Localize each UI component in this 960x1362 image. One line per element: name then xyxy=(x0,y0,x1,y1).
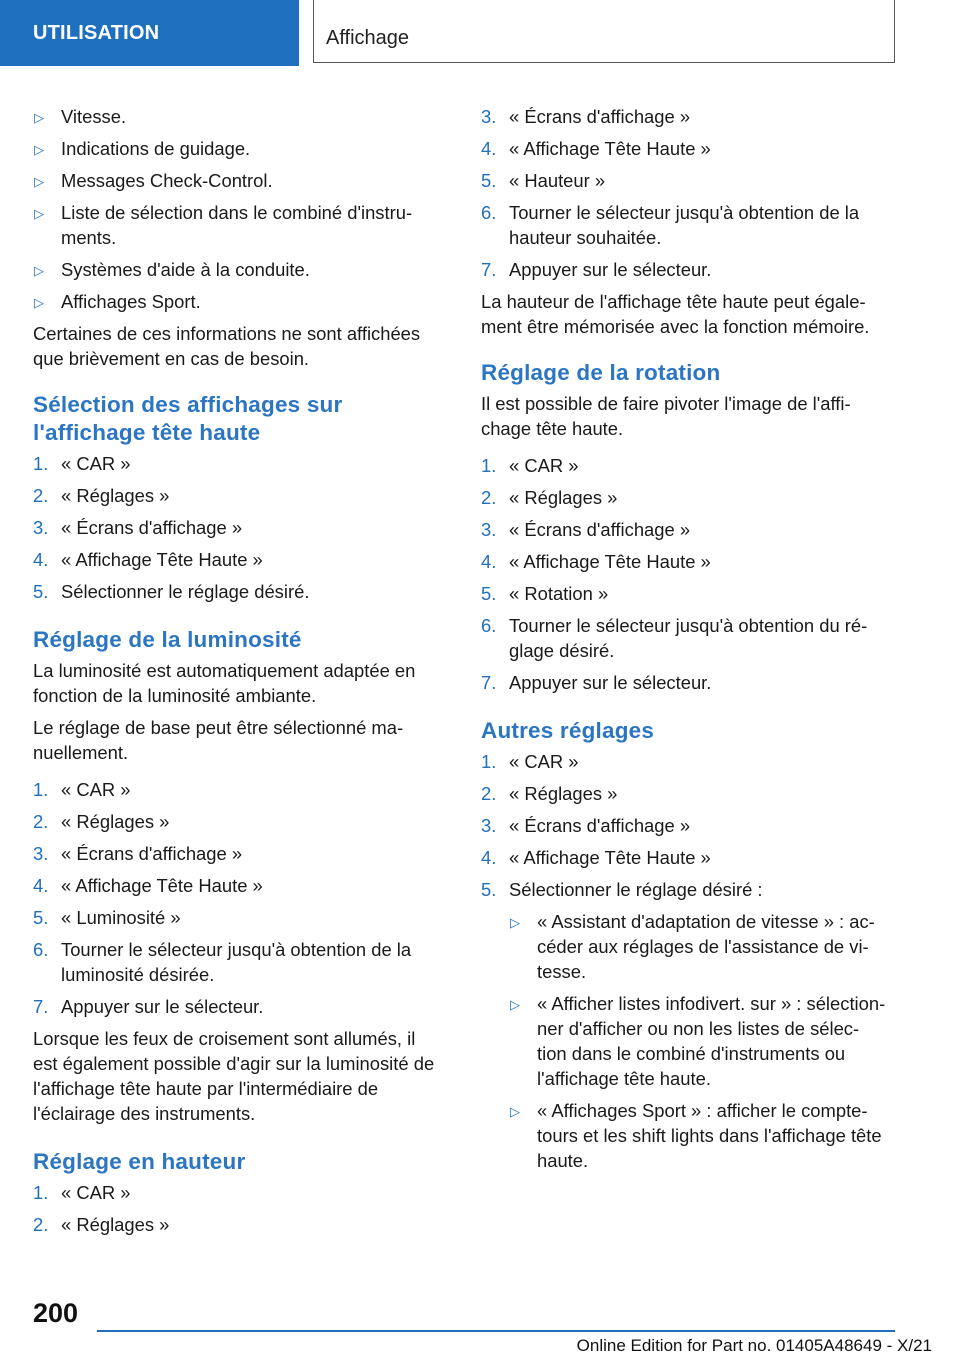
paragraph: Le réglage de base peut être sélectionné ma-nuellement. xyxy=(33,717,404,763)
item-text: Vitesse. xyxy=(61,106,127,127)
item-text: Messages Check-Control. xyxy=(61,170,273,191)
item-text: « Affichage Tête Haute » xyxy=(61,549,263,570)
item-text: « CAR » xyxy=(509,751,579,772)
step-item xyxy=(481,136,886,161)
item-text: Indications de guidage. xyxy=(61,138,251,159)
step-item xyxy=(481,670,886,695)
step-item xyxy=(481,749,886,774)
triangle-bullet-icon: ▷ xyxy=(510,915,520,930)
step-number: 3. xyxy=(33,843,49,864)
item-text: « Réglages » xyxy=(61,1214,170,1235)
step-item xyxy=(33,547,438,572)
triangle-bullet-icon: ▷ xyxy=(510,1104,520,1119)
item-text: « Affichage Tête Haute » xyxy=(61,875,263,896)
item-text: Tourner le sélecteur jusqu'à obtention de la luminosité désirée. xyxy=(61,939,412,985)
step-number: 7. xyxy=(33,996,49,1017)
other-settings-steps xyxy=(481,749,886,902)
feature-bullet-list xyxy=(33,104,438,314)
step-item xyxy=(481,613,886,663)
step-item xyxy=(33,809,438,834)
item-text: Appuyer sur le sélecteur. xyxy=(509,259,712,280)
item-text: « Hauteur » xyxy=(509,170,606,191)
triangle-bullet-icon: ▷ xyxy=(510,997,520,1012)
bullet-item xyxy=(33,289,438,314)
header-title-box xyxy=(313,0,895,63)
edition-link[interactable]: Online Edition for Part no. 01405A48649 - X/21 xyxy=(576,1336,932,1355)
item-text: « CAR » xyxy=(61,1182,131,1203)
luminosity-steps xyxy=(33,777,438,1019)
item-text: « Réglages » xyxy=(509,487,618,508)
step-number: 4. xyxy=(481,847,497,868)
height-steps-continued xyxy=(481,104,886,282)
bullet-item xyxy=(33,257,438,282)
step-item xyxy=(481,581,886,606)
page-header xyxy=(0,0,960,66)
bullet-item xyxy=(33,168,438,193)
step-number: 5. xyxy=(33,581,49,602)
step-number: 3. xyxy=(481,519,497,540)
step-item xyxy=(33,905,438,930)
step-item xyxy=(481,257,886,282)
item-text: « CAR » xyxy=(509,455,579,476)
item-text: « Affichages Sport » : afficher le compte-tours et les shift lights dans l'affichage tête haute. xyxy=(537,1100,882,1171)
height-steps xyxy=(33,1180,438,1237)
item-text: « Assistant d'adaptation de vitesse » : ac-céder aux réglages de l'assistance de vi-tesse. xyxy=(537,911,875,982)
step-number: 4. xyxy=(481,551,497,572)
step-item xyxy=(481,453,886,478)
heading-rotation: Réglage de la rotation xyxy=(481,360,721,385)
step-item xyxy=(33,515,438,540)
step-number: 6. xyxy=(481,202,497,223)
step-number: 4. xyxy=(481,138,497,159)
step-item xyxy=(481,485,886,510)
heading-other-settings: Autres réglages xyxy=(481,718,655,743)
step-number: 1. xyxy=(33,1182,49,1203)
step-item xyxy=(481,549,886,574)
item-text: « Écrans d'affichage » xyxy=(61,843,243,864)
triangle-bullet-icon: ▷ xyxy=(34,174,44,189)
step-number: 3. xyxy=(481,815,497,836)
bullet-item xyxy=(509,991,886,1091)
step-item xyxy=(33,579,438,604)
paragraph: La luminosité est automatiquement adaptée en fonction de la luminosité ambiante. xyxy=(33,660,416,706)
step-item xyxy=(33,483,438,508)
step-number: 7. xyxy=(481,259,497,280)
step-item xyxy=(481,877,886,902)
item-text: Liste de sélection dans le combiné d'instru-ments. xyxy=(61,202,413,248)
item-text: « Afficher listes infodivert. sur » : sélection-ner d'afficher ou non les listes de sélec-tion dans le combiné d'instruments ou l'affichage tête haute. xyxy=(537,993,886,1089)
step-number: 5. xyxy=(33,907,49,928)
triangle-bullet-icon: ▷ xyxy=(34,142,44,157)
left-column xyxy=(33,104,438,1244)
step-number: 1. xyxy=(33,453,49,474)
step-item xyxy=(33,994,438,1019)
item-text: « Rotation » xyxy=(509,583,609,604)
step-item xyxy=(481,168,886,193)
selection-steps xyxy=(33,451,438,604)
step-item xyxy=(481,200,886,250)
footer-divider xyxy=(97,1330,895,1332)
step-number: 1. xyxy=(33,779,49,800)
bullet-item xyxy=(33,104,438,129)
paragraph: La hauteur de l'affichage tête haute peut égale-ment être mémorisée avec la fonction mémoire. xyxy=(481,291,870,337)
step-number: 2. xyxy=(33,485,49,506)
triangle-bullet-icon: ▷ xyxy=(34,295,44,310)
section-label: UTILISATION xyxy=(33,22,160,44)
item-text: « Réglages » xyxy=(61,811,170,832)
bullet-item xyxy=(33,136,438,161)
step-number: 7. xyxy=(481,672,497,693)
step-number: 6. xyxy=(33,939,49,960)
heading-selection: Sélection des affichages sur l'affichage tête haute xyxy=(33,392,343,445)
paragraph: Certaines de ces informations ne sont affichées que brièvement en cas de besoin. xyxy=(33,323,421,369)
item-text: « Luminosité » xyxy=(61,907,181,928)
item-text: « Écrans d'affichage » xyxy=(509,815,691,836)
step-number: 2. xyxy=(481,783,497,804)
step-number: 5. xyxy=(481,879,497,900)
paragraph: Il est possible de faire pivoter l'image de l'affi-chage tête haute. xyxy=(481,393,851,439)
step-number: 4. xyxy=(33,549,49,570)
step-item xyxy=(481,517,886,542)
step-item xyxy=(33,1180,438,1205)
item-text: « Réglages » xyxy=(509,783,618,804)
step-number: 4. xyxy=(33,875,49,896)
item-text: Tourner le sélecteur jusqu'à obtention du ré-glage désiré. xyxy=(509,615,868,661)
bullet-item xyxy=(509,909,886,984)
item-text: Systèmes d'aide à la conduite. xyxy=(61,259,310,280)
step-item xyxy=(33,1212,438,1237)
page-number: 200 xyxy=(33,1298,79,1328)
step-item xyxy=(33,841,438,866)
right-column xyxy=(481,104,886,1180)
step-item xyxy=(33,873,438,898)
step-number: 2. xyxy=(481,487,497,508)
rotation-steps xyxy=(481,453,886,695)
item-text: « Affichage Tête Haute » xyxy=(509,551,711,572)
item-text: « CAR » xyxy=(61,453,131,474)
heading-height: Réglage en hauteur xyxy=(33,1149,246,1174)
step-item xyxy=(33,777,438,802)
step-item xyxy=(481,104,886,129)
step-item xyxy=(481,781,886,806)
triangle-bullet-icon: ▷ xyxy=(34,110,44,125)
step-item xyxy=(481,813,886,838)
step-item xyxy=(33,451,438,476)
header-title: Affichage xyxy=(326,27,410,49)
item-text: « Écrans d'affichage » xyxy=(61,517,243,538)
other-settings-options xyxy=(509,909,886,1173)
item-text: « Écrans d'affichage » xyxy=(509,519,691,540)
step-item xyxy=(33,937,438,987)
bullet-item xyxy=(509,1098,886,1173)
triangle-bullet-icon: ▷ xyxy=(34,263,44,278)
item-text: Sélectionner le réglage désiré. xyxy=(61,581,310,602)
item-text: Sélectionner le réglage désiré : xyxy=(509,879,763,900)
item-text: Appuyer sur le sélecteur. xyxy=(61,996,264,1017)
item-text: Appuyer sur le sélecteur. xyxy=(509,672,712,693)
paragraph: Lorsque les feux de croisement sont allumés, il est également possible d'agir sur la luminosité de l'affichage tête haute par l'intermédiaire de l'éclairage des instruments. xyxy=(33,1028,435,1124)
step-number: 6. xyxy=(481,615,497,636)
step-number: 1. xyxy=(481,751,497,772)
step-number: 3. xyxy=(481,106,497,127)
step-number: 2. xyxy=(33,811,49,832)
step-number: 5. xyxy=(481,583,497,604)
section-tab[interactable] xyxy=(0,0,299,66)
item-text: « CAR » xyxy=(61,779,131,800)
step-number: 5. xyxy=(481,170,497,191)
item-text: Affichages Sport. xyxy=(61,291,201,312)
step-number: 3. xyxy=(33,517,49,538)
triangle-bullet-icon: ▷ xyxy=(34,206,44,221)
item-text: « Affichage Tête Haute » xyxy=(509,138,711,159)
item-text: « Écrans d'affichage » xyxy=(509,106,691,127)
item-text: « Réglages » xyxy=(61,485,170,506)
heading-luminosity: Réglage de la luminosité xyxy=(33,627,302,652)
step-item xyxy=(481,845,886,870)
step-number: 1. xyxy=(481,455,497,476)
step-number: 2. xyxy=(33,1214,49,1235)
item-text: « Affichage Tête Haute » xyxy=(509,847,711,868)
bullet-item xyxy=(33,200,438,250)
item-text: Tourner le sélecteur jusqu'à obtention de la hauteur souhaitée. xyxy=(509,202,860,248)
